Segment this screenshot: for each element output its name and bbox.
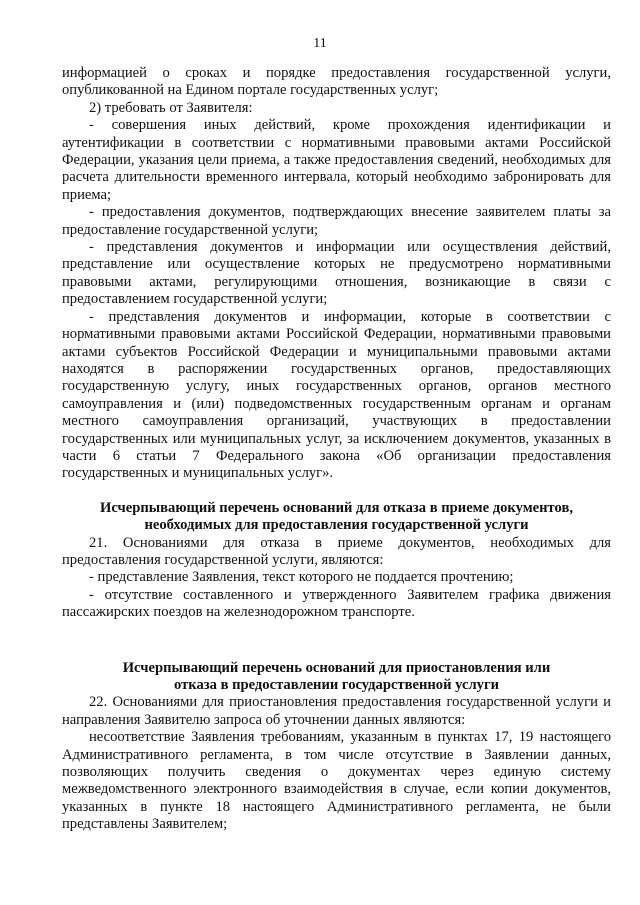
page-body <box>62 65 611 834</box>
paragraph: несоответствие Заявления требованиям, указанным в пунктах 17, 19 настоящего Административного регламента, в том числе отсутствие в Заявлении данных, позволяющих получить сведения о документах через единую систему межведомственного электронного взаимодействия в случае, если копии документов, указанных в пункте 18 настоящего Административного регламента, не были представлены Заявителем; <box>62 729 611 833</box>
list-item: - представление Заявления, текст которого не поддается прочтению; <box>89 569 514 586</box>
section-heading-suspension <box>62 660 611 695</box>
paragraph: 2) требовать от Заявителя: <box>89 99 253 116</box>
list-item: - совершения иных действий, кроме прохождения идентификации и аутентификации в соответствии с нормативными правовыми актами Российской Федерации, указания цели приема, а также предоставления сведений, необходимых для расчета длительности временного интервала, который необходимо забронировать для приема; <box>62 117 611 203</box>
spacer <box>62 483 611 500</box>
list-item: - представления документов и информации, которые в соответствии с нормативными правовыми актами Российской Федерации, нормативными правовыми актами субъектов Российской Федерации и муниципальными правовыми актами находятся в распоряжении государственных органов, предоставляющих государственную услугу, иных государственных органов, органов местного самоуправления и (или) подведомственных государственным органам и органам местного самоуправления организаций, участвующих в предоставлении государственных или муниципальных услуг, за исключением документов, указанных в части 6 статьи 7 Федерального закона «Об организации предоставления государственных и муниципальных услуг». <box>62 308 611 482</box>
list-item: - отсутствие составленного и утвержденного Заявителем графика движения пассажирских поездов на железнодорожном транспорте. <box>62 586 611 621</box>
paragraph: 22. Основаниями для приостановления предоставления государственной услуги и направления Заявителю запроса об уточнении данных являются: <box>62 694 611 728</box>
list-item: - предоставления документов, подтверждающих внесение заявителем платы за предоставление государственной услуги; <box>62 204 611 238</box>
heading-line: Исчерпывающий перечень оснований для отказа в приеме документов, <box>100 499 573 516</box>
heading-line: отказа в предоставлении государственной услуги <box>174 677 499 693</box>
list-item: - представления документов и информации или осуществления действий, представление или осуществление которых не предусмотрено нормативными правовыми актами, регулирующими отношения, возникающие в связи с предоставлением государственной услуги; <box>62 239 611 308</box>
heading-line: необходимых для предоставления государственной услуги <box>144 517 529 534</box>
paragraph: 21. Основаниями для отказа в приеме документов, необходимых для предоставления государственной услуги, являются: <box>62 534 611 568</box>
heading-line: Исчерпывающий перечень оснований для приостановления или <box>122 659 551 676</box>
paragraph: информацией о сроках и порядке предоставления государственной услуги, опубликованной на Едином портале государственных услуг; <box>62 65 611 99</box>
section-heading-refusal <box>62 500 611 535</box>
page-number: 11 <box>313 36 327 51</box>
spacer <box>62 622 611 660</box>
